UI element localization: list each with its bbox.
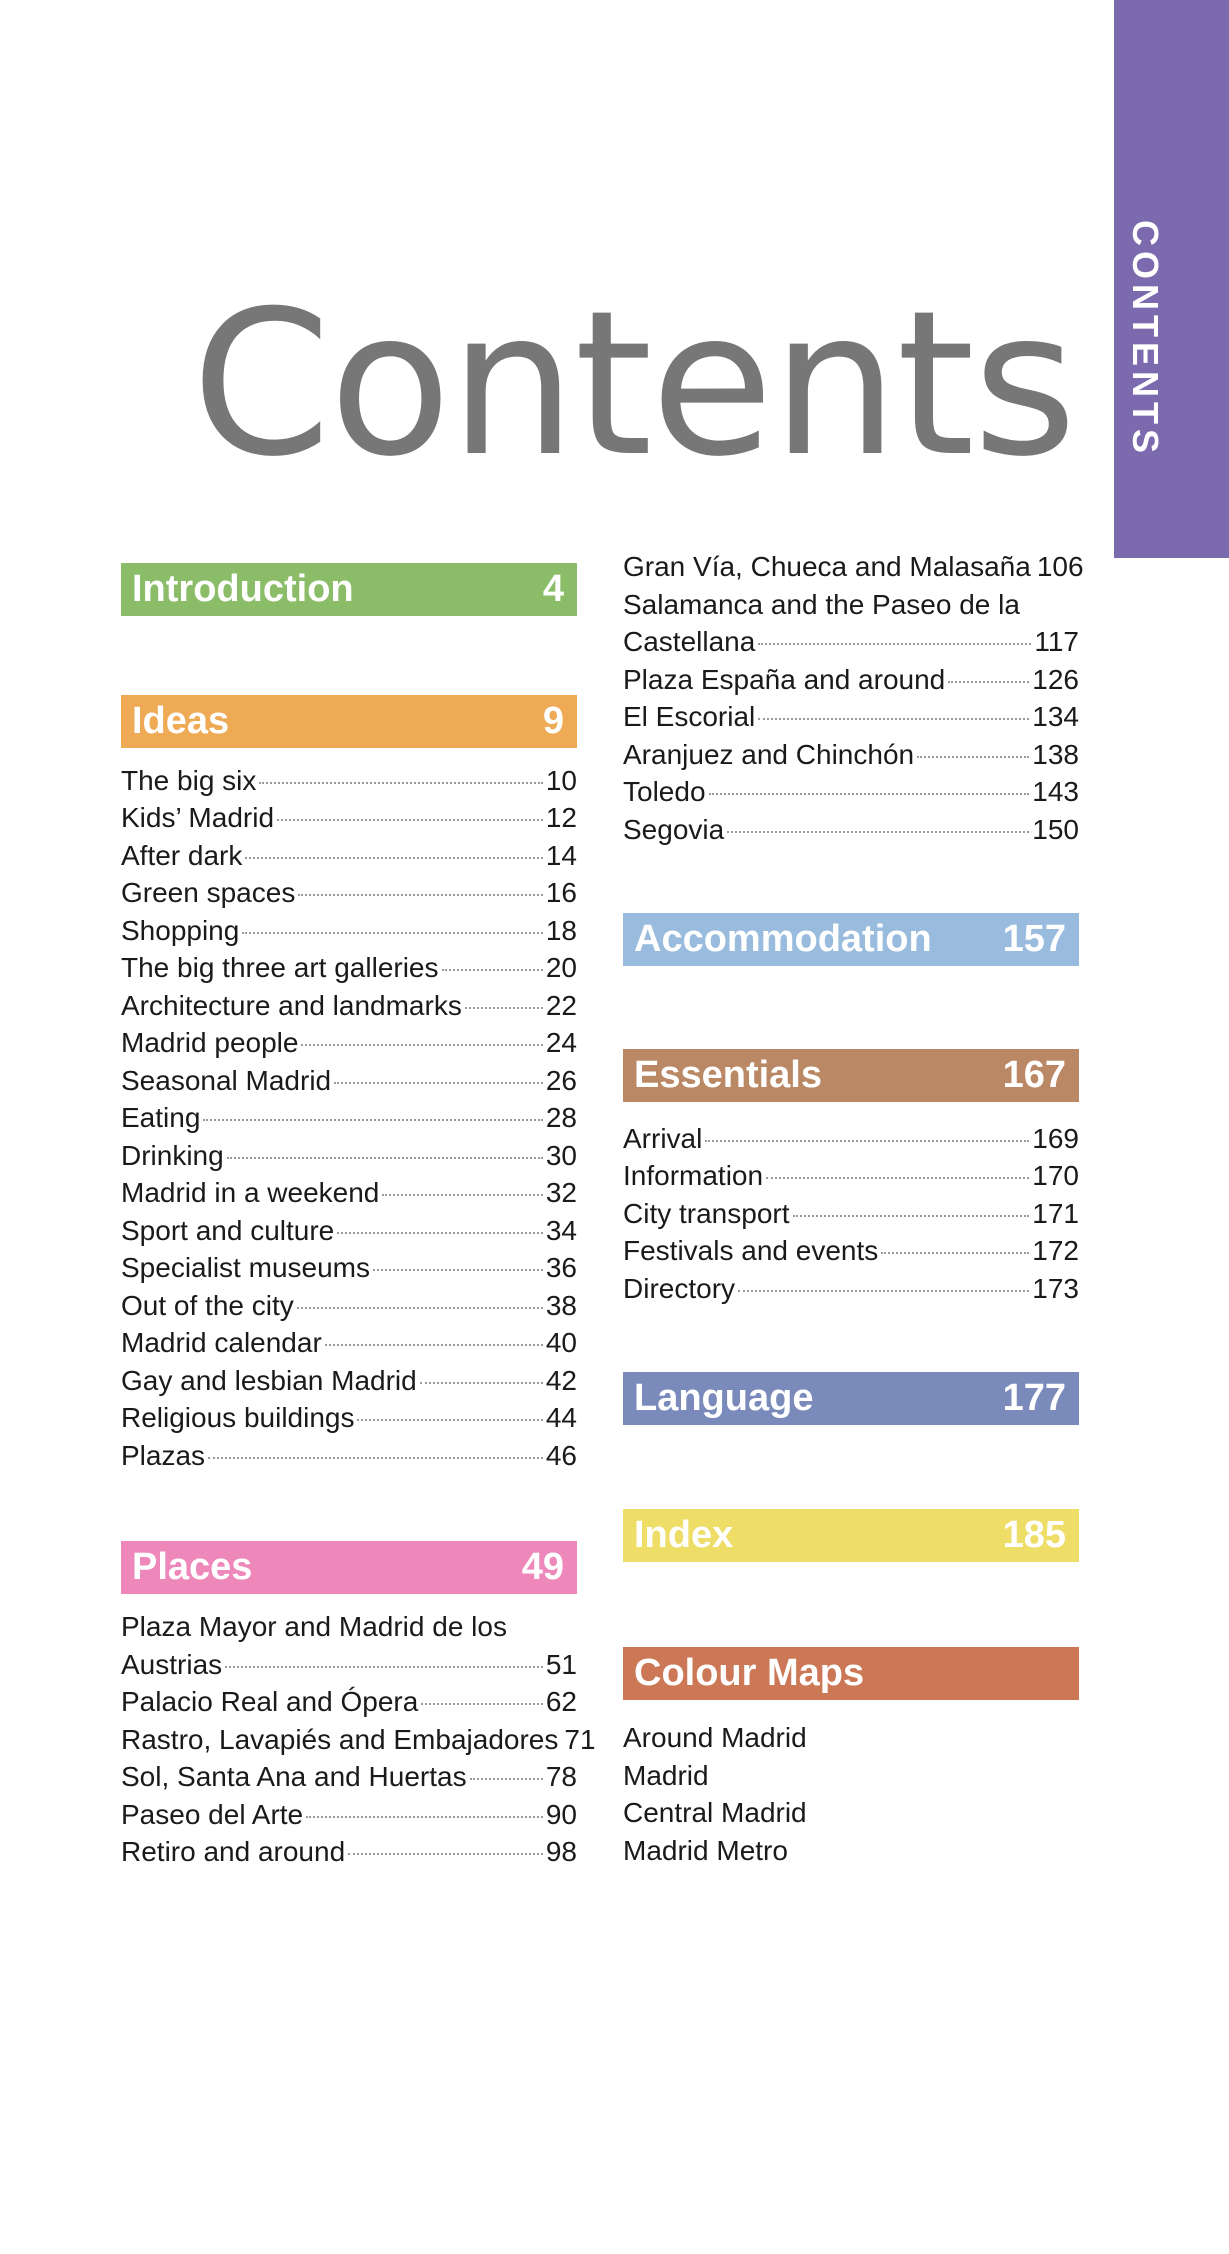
dot-leader	[301, 1044, 542, 1046]
entry-title: Architecture and landmarks	[121, 990, 462, 1021]
entry-title: Specialist museums	[121, 1252, 370, 1283]
toc-entry[interactable]	[121, 1758, 577, 1795]
section-label: Introduction	[132, 568, 354, 610]
toc-entry[interactable]	[121, 912, 577, 949]
section-bar-introduction[interactable]	[121, 563, 577, 616]
entry-title: The big three art galleries	[121, 952, 439, 983]
entry-title-line: Plaza Mayor and Madrid de los	[121, 1611, 507, 1642]
entry-title: Sport and culture	[121, 1215, 335, 1246]
entry-title: Madrid people	[121, 1027, 299, 1058]
toc-entry[interactable]	[623, 736, 1079, 773]
entry-title: Drinking	[121, 1140, 224, 1171]
entry-page: 71	[564, 1724, 596, 1755]
section-page: 177	[1002, 1377, 1066, 1419]
section-bar-language[interactable]	[623, 1372, 1079, 1425]
entry-title: Shopping	[121, 915, 240, 946]
dot-leader	[470, 1778, 543, 1780]
toc-entry[interactable]	[121, 1646, 577, 1683]
entry-page: 46	[545, 1440, 577, 1471]
entry-title: Seasonal Madrid	[121, 1065, 332, 1096]
section-page: 4	[542, 568, 564, 610]
dot-leader	[709, 793, 1030, 795]
dot-leader	[793, 1215, 1030, 1217]
dot-leader	[420, 1382, 543, 1384]
dot-leader	[373, 1269, 543, 1271]
map-list-item[interactable]: Madrid	[623, 1760, 709, 1791]
dot-leader	[227, 1157, 543, 1159]
entry-page: 78	[545, 1761, 577, 1792]
toc-entry[interactable]	[121, 987, 577, 1024]
entry-title: Directory	[623, 1273, 736, 1304]
entry-title: Plazas	[121, 1440, 206, 1471]
entry-page: 169	[1032, 1123, 1079, 1154]
section-bar-ideas[interactable]	[121, 695, 577, 748]
dot-leader	[203, 1119, 542, 1121]
entry-title: Austrias	[121, 1649, 223, 1680]
entry-title: Sol, Santa Ana and Huertas	[121, 1761, 467, 1792]
entry-page: 62	[545, 1686, 577, 1717]
toc-entry[interactable]	[623, 548, 1084, 585]
toc-entry[interactable]	[623, 811, 1079, 848]
dot-leader	[738, 1290, 1029, 1292]
entry-page: 98	[545, 1836, 577, 1867]
toc-entry[interactable]	[121, 799, 577, 836]
dot-leader	[442, 969, 543, 971]
toc-entry[interactable]	[121, 762, 577, 799]
toc-entry[interactable]	[121, 1324, 577, 1361]
entry-page: 42	[545, 1365, 577, 1396]
dot-leader	[948, 681, 1029, 683]
entry-page: 26	[545, 1065, 577, 1096]
entry-title: City transport	[623, 1198, 790, 1229]
toc-entry[interactable]	[623, 698, 1079, 735]
section-side-tab	[1114, 0, 1229, 558]
entry-title: Kids’ Madrid	[121, 802, 275, 833]
toc-entry[interactable]	[121, 1174, 577, 1211]
dot-leader	[337, 1232, 543, 1234]
toc-entry[interactable]	[121, 1362, 577, 1399]
dot-leader	[334, 1082, 543, 1084]
dot-leader	[298, 894, 543, 896]
entry-title: Aranjuez and Chinchón	[623, 739, 915, 770]
dot-leader	[297, 1307, 543, 1309]
dot-leader	[242, 932, 543, 934]
entry-title: Green spaces	[121, 877, 296, 908]
dot-leader	[727, 831, 1029, 833]
entry-page: 12	[545, 802, 577, 833]
toc-entry[interactable]	[623, 1120, 1079, 1157]
entry-title: Castellana	[623, 626, 756, 657]
toc-entry[interactable]	[121, 1287, 577, 1324]
entry-title: Retiro and around	[121, 1836, 346, 1867]
toc-entry[interactable]	[121, 1796, 577, 1833]
dot-leader	[382, 1194, 542, 1196]
map-list-item[interactable]: Around Madrid	[623, 1722, 807, 1753]
side-tab-label: CONTENTS	[1125, 220, 1166, 458]
entry-title: After dark	[121, 840, 243, 871]
toc-entry[interactable]	[121, 837, 577, 874]
entry-page: 38	[545, 1290, 577, 1321]
dot-leader	[245, 857, 542, 859]
section-bar-colour-maps[interactable]	[623, 1647, 1079, 1700]
entry-page: 173	[1032, 1273, 1079, 1304]
section-page: 157	[1002, 918, 1066, 960]
dot-leader	[348, 1853, 543, 1855]
dot-leader	[259, 782, 542, 784]
page-title: Contents	[191, 268, 1075, 501]
entry-page: 24	[545, 1027, 577, 1058]
toc-entry[interactable]	[121, 1399, 577, 1436]
section-label: Colour Maps	[634, 1652, 865, 1694]
section-bar-essentials[interactable]	[623, 1049, 1079, 1102]
toc-entry[interactable]	[121, 1137, 577, 1174]
dot-leader	[225, 1666, 543, 1668]
section-bar-places[interactable]	[121, 1541, 577, 1594]
entry-page: 44	[545, 1402, 577, 1433]
entry-page: 18	[545, 915, 577, 946]
dot-leader	[208, 1457, 543, 1459]
entry-page: 90	[545, 1799, 577, 1830]
entry-page: 171	[1032, 1198, 1079, 1229]
entry-title: Religious buildings	[121, 1402, 355, 1433]
dot-leader	[758, 718, 1029, 720]
toc-entry[interactable]	[121, 1062, 577, 1099]
entry-title: Festivals and events	[623, 1235, 879, 1266]
entry-title: Out of the city	[121, 1290, 294, 1321]
entry-title: El Escorial	[623, 701, 756, 732]
entry-title: Toledo	[623, 776, 706, 807]
entry-page: 126	[1032, 664, 1079, 695]
toc-entry[interactable]	[623, 1195, 1079, 1232]
toc-entry[interactable]	[623, 1157, 1079, 1194]
entry-page: 40	[545, 1327, 577, 1358]
entry-page: 170	[1032, 1160, 1079, 1191]
entry-title: Rastro, Lavapiés and Embajadores	[121, 1724, 559, 1755]
entry-page: 20	[545, 952, 577, 983]
dot-leader	[357, 1419, 542, 1421]
toc-entry[interactable]	[121, 1833, 577, 1870]
entry-page: 16	[545, 877, 577, 908]
entry-title: Madrid in a weekend	[121, 1177, 380, 1208]
dot-leader	[306, 1816, 543, 1818]
entry-page: 134	[1032, 701, 1079, 732]
dot-leader	[766, 1177, 1029, 1179]
entry-page: 51	[545, 1649, 577, 1680]
toc-entry[interactable]	[121, 874, 577, 911]
entry-page: 28	[545, 1102, 577, 1133]
section-page: 9	[542, 700, 564, 742]
dot-leader	[917, 756, 1029, 758]
toc-entry[interactable]	[121, 1721, 596, 1758]
entry-title: Arrival	[623, 1123, 703, 1154]
section-page: 167	[1002, 1054, 1066, 1096]
entry-page: 138	[1032, 739, 1079, 770]
dot-leader	[465, 1007, 543, 1009]
entry-title-line: Salamanca and the Paseo de la	[623, 589, 1020, 620]
section-page: 49	[521, 1546, 564, 1588]
section-label: Accommodation	[634, 918, 932, 960]
toc-entry[interactable]	[623, 1232, 1079, 1269]
toc-entry[interactable]	[121, 1024, 577, 1061]
entry-title: Information	[623, 1160, 764, 1191]
toc-entry[interactable]	[121, 1683, 577, 1720]
dot-leader	[758, 643, 1031, 645]
dot-leader	[277, 819, 543, 821]
entry-title: Segovia	[623, 814, 725, 845]
toc-entry[interactable]	[121, 1099, 577, 1136]
entry-page: 106	[1036, 551, 1084, 582]
toc-entry[interactable]	[623, 773, 1079, 810]
entry-title: Eating	[121, 1102, 201, 1133]
dot-leader	[421, 1703, 543, 1705]
section-label: Language	[634, 1377, 814, 1419]
entry-page: 30	[545, 1140, 577, 1171]
entry-page: 22	[545, 990, 577, 1021]
section-label: Ideas	[132, 700, 230, 742]
entry-title: Plaza España and around	[623, 664, 946, 695]
entry-title: Paseo del Arte	[121, 1799, 304, 1830]
section-label: Index	[634, 1514, 734, 1556]
entry-page: 34	[545, 1215, 577, 1246]
toc-entry[interactable]	[623, 661, 1079, 698]
dot-leader	[705, 1140, 1029, 1142]
entry-title: Gay and lesbian Madrid	[121, 1365, 417, 1396]
toc-entry[interactable]	[121, 949, 577, 986]
entry-title: Madrid calendar	[121, 1327, 322, 1358]
entry-title: Gran Vía, Chueca and Malasaña	[623, 551, 1031, 582]
toc-entry[interactable]	[623, 623, 1079, 660]
dot-leader	[881, 1252, 1029, 1254]
entry-page: 172	[1032, 1235, 1079, 1266]
entry-title: The big six	[121, 765, 257, 796]
entry-page: 32	[545, 1177, 577, 1208]
section-label: Places	[132, 1546, 253, 1588]
section-bar-accommodation[interactable]	[623, 913, 1079, 966]
map-list-item[interactable]: Madrid Metro	[623, 1835, 788, 1866]
toc-entry[interactable]	[121, 1437, 577, 1474]
entry-page: 150	[1032, 814, 1079, 845]
toc-entry[interactable]	[623, 1270, 1079, 1307]
toc-entry[interactable]	[121, 1212, 577, 1249]
entry-page: 36	[545, 1252, 577, 1283]
section-bar-index[interactable]	[623, 1509, 1079, 1562]
toc-entry[interactable]	[121, 1249, 577, 1286]
entry-page: 143	[1032, 776, 1079, 807]
section-page: 185	[1002, 1514, 1066, 1556]
entry-title: Palacio Real and Ópera	[121, 1686, 419, 1717]
entry-page: 14	[545, 840, 577, 871]
section-label: Essentials	[634, 1054, 822, 1096]
map-list-item[interactable]: Central Madrid	[623, 1797, 807, 1828]
dot-leader	[325, 1344, 543, 1346]
entry-page: 10	[545, 765, 577, 796]
entry-page: 117	[1034, 626, 1079, 657]
